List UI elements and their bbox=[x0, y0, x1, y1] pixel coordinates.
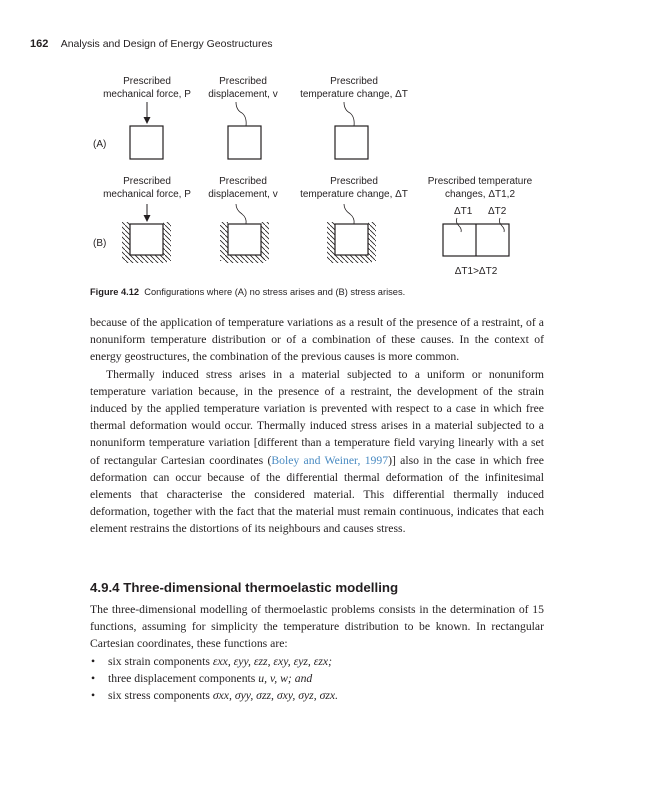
box-a-force bbox=[130, 126, 163, 159]
temperature-curve-b bbox=[344, 204, 354, 224]
force-arrowhead-a bbox=[144, 117, 151, 124]
list-item bbox=[90, 653, 544, 670]
delta-t2-label: ΔT2 bbox=[488, 206, 507, 217]
list-item-text: three displacement components bbox=[108, 671, 259, 685]
citation-link[interactable]: Boley and Weiner, 1997 bbox=[271, 453, 389, 467]
function-list bbox=[90, 653, 544, 705]
box-b-displacement bbox=[228, 224, 261, 255]
b-displacement-label-2: displacement, v bbox=[208, 189, 278, 200]
list-item-text: six stress components bbox=[108, 689, 213, 703]
figure-4-12 bbox=[0, 0, 648, 290]
row-a-label: (A) bbox=[93, 139, 107, 150]
temperature-curve-a bbox=[344, 102, 354, 126]
section-heading: 4.9.4 Three-dimensional thermoelastic modelling bbox=[90, 580, 399, 595]
list-item-symbols: u, v, w; and bbox=[258, 671, 313, 685]
list-item-text: six strain components bbox=[108, 654, 213, 668]
a-displacement-label-2: displacement, v bbox=[208, 89, 278, 100]
hatch-b3-bottom bbox=[331, 255, 372, 263]
a-force-label-2: mechanical force, P bbox=[103, 89, 191, 100]
b-displacement-label-1: Prescribed bbox=[219, 176, 267, 187]
para2-text-after: )] also in the case in which free deformation can occur because of the differential thermal deformation of the infinitesimal elements that characterise the considered material. This differential thermally induced deformation, together with the fact that the material must remain continuous, indicates that each element restrains the distortions of its neighbours and causes stress. bbox=[90, 453, 544, 536]
b-force-label-2: mechanical force, P bbox=[103, 189, 191, 200]
box-a-temperature bbox=[335, 126, 368, 159]
caption-text: Configurations where (A) no stress arises and (B) stress arises. bbox=[144, 287, 406, 297]
t2-curve bbox=[499, 218, 504, 232]
delta-t-inequality: ΔT1>ΔT2 bbox=[454, 266, 498, 277]
page-number: 162 bbox=[30, 38, 49, 50]
delta-t1-label: ΔT1 bbox=[454, 206, 473, 217]
a-temperature-label-1: Prescribed bbox=[330, 76, 378, 87]
hatch-b2-bottom bbox=[224, 255, 265, 263]
box-b-force bbox=[130, 224, 163, 255]
body-text-upper bbox=[90, 314, 544, 538]
displacement-curve-a bbox=[236, 102, 246, 126]
section-intro: The three-dimensional modelling of thermoelastic problems consists in the determination of 15 functions, assuming for simplicity the temperature distribution to be known. In rectangular Cartesian coordinates, these functions are: bbox=[90, 603, 544, 651]
b-temperatures-label-1: Prescribed temperature bbox=[427, 176, 533, 187]
displacement-curve-b bbox=[236, 204, 246, 224]
list-item-symbols: σxx, σyy, σzz, σxy, σyz, σzx. bbox=[212, 689, 338, 703]
running-title: Analysis and Design of Energy Geostructures bbox=[60, 38, 273, 50]
force-arrowhead-b bbox=[144, 215, 151, 222]
b-temperature-label-1: Prescribed bbox=[330, 176, 378, 187]
t1-curve bbox=[456, 218, 461, 232]
list-item-symbols: εxx, εyy, εzz, εxy, εyz, εzx; bbox=[212, 654, 333, 668]
para2-text-before: Thermally induced stress arises in a material subjected to a uniform or nonuniform temperature variation because, in the presence of a restraint, the development of the strain induced by the applied temperature variation is prevented with respect to a case in which free thermal deformation would occur. Thermally induced stress arises in a material subjected to a nonuniform temperature variation [different than a temperature field varying linearly with a set of rectangular Cartesian coordinates ( bbox=[90, 367, 544, 467]
figure-caption bbox=[90, 287, 405, 297]
b-force-label-1: Prescribed bbox=[123, 176, 171, 187]
paragraph-thermal-stress bbox=[90, 366, 544, 538]
caption-label: Figure 4.12 bbox=[90, 287, 140, 297]
row-b-label: (B) bbox=[93, 238, 107, 249]
hatch-b1-bottom bbox=[126, 255, 167, 263]
b-temperature-label-2: temperature change, ΔT bbox=[300, 189, 408, 200]
box-a-displacement bbox=[228, 126, 261, 159]
body-text-lower bbox=[90, 601, 544, 704]
list-item bbox=[90, 687, 544, 704]
a-temperature-label-2: temperature change, ΔT bbox=[300, 89, 408, 100]
paragraph-continuation: because of the application of temperature variations as a result of the presence of a restraint, of a nonuniform temperature distribution or of a combination of these causes. In the context of energy geostructures, the combination of the previous causes is more common. bbox=[90, 316, 544, 364]
a-displacement-label-1: Prescribed bbox=[219, 76, 267, 87]
box-b-temperature bbox=[335, 224, 368, 255]
a-force-label-1: Prescribed bbox=[123, 76, 171, 87]
b-temperatures-label-2: changes, ΔT1,2 bbox=[444, 189, 516, 200]
list-item bbox=[90, 670, 544, 687]
